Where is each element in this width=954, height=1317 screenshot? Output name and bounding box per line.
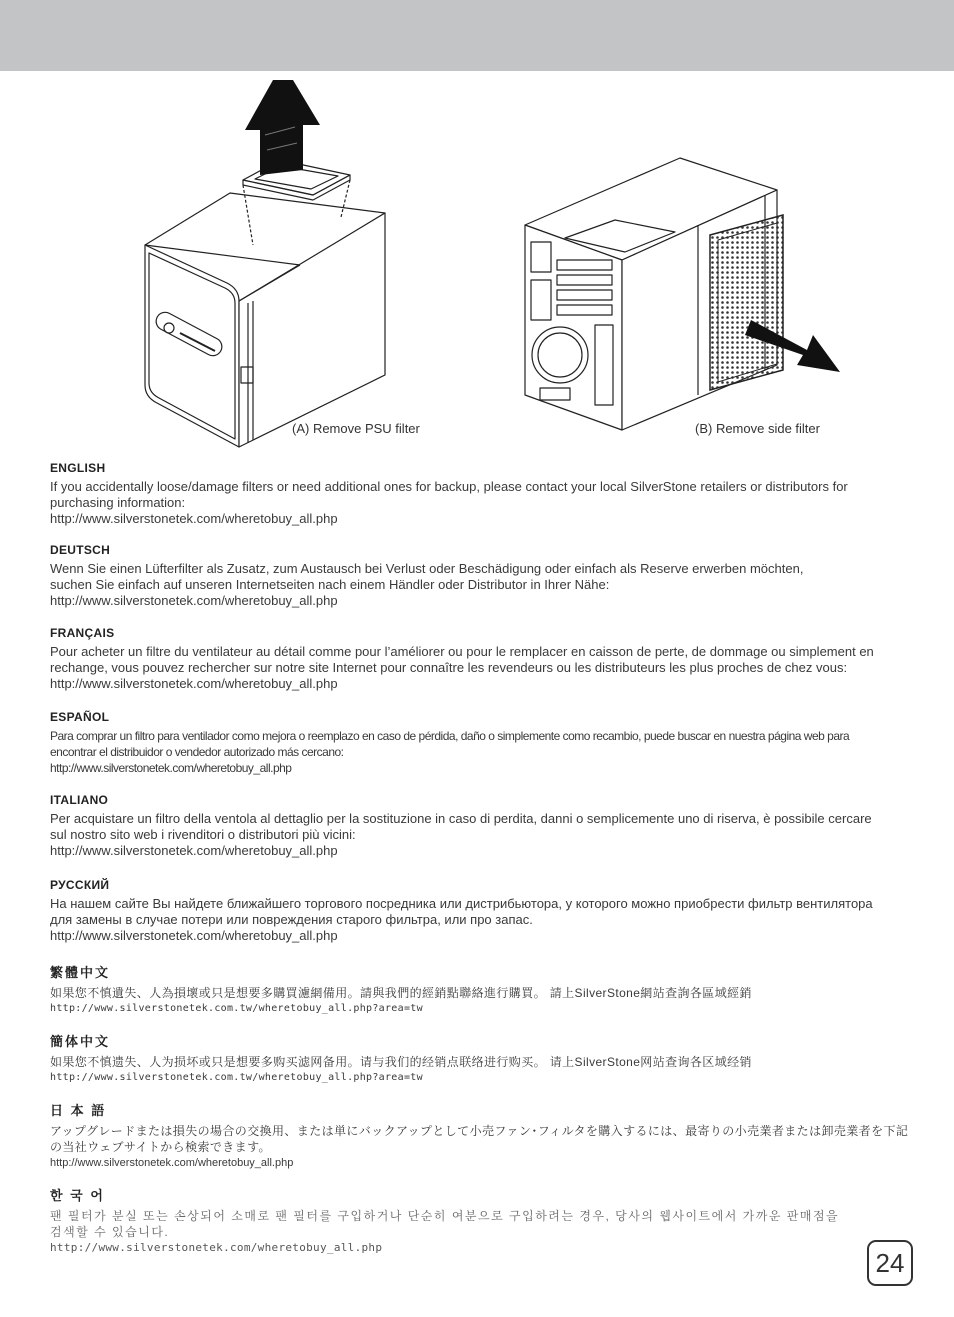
section-japanese [50,1100,930,1171]
section-body: Para comprar un filtro para ventilador como mejora o reemplazo en caso de pérdida, daño o simplemente como recambio, puede buscar en nuestra página web para encontrar el distribuidor o vendedor autorizado más cercano: [50,729,850,759]
section-body: If you accidentally loose/damage filters or need additional ones for backup, please contact your local SilverStone retailers or distributors for purchasing information: [50,479,848,510]
retailer-url: http://www.silverstonetek.com.tw/wheretobuy_all.php?area=tw [50,1072,423,1083]
figure-a-case-psu-filter-illustration [135,75,405,450]
figure-b-caption: (B) Remove side filter [695,421,820,436]
figure-b-case-side-filter-illustration [515,150,845,435]
section-body: 如果您不慎遗失、人为损坏或只是想要多购买滤网备用。请与我们的经销点联络进行购买。 请上SilverStone网站查询各区域经销 [50,1055,752,1069]
header-bar [0,0,954,71]
section-heading: FRANÇAIS [50,626,115,640]
section-korean [50,1185,930,1256]
section-heading: ENGLISH [50,461,106,475]
section-russian [50,878,930,944]
section-body: 如果您不慎遺失、人為損壞或只是想要多購買濾網備用。請與我們的經銷點聯絡進行購買。 請上SilverStone網站查詢各區域經銷 [50,986,752,1000]
section-deutsch [50,543,930,609]
section-heading: ESPAÑOL [50,710,110,724]
section-francais [50,626,930,692]
section-heading: РУССКИЙ [50,878,110,892]
retailer-url: http://www.silverstonetek.com/wheretobuy_all.php [50,1157,294,1169]
section-body: На нашем сайте Вы найдете ближайшего торгового посредника или дистрибьютора, у которого можно приобрести фильтр вентилятора для замены в случае потери или повреждения старого фильтра, или про запас. [50,896,873,927]
section-body: Pour acheter un filtre du ventilateur au détail comme pour l’améliorer ou pour le remplacer en caisson de perte, de dommage ou simplement en rechange, vous pouvez rechercher sur notre site Internet pour connaître les revendeurs ou les distributeurs les plus proches de chez vous: [50,644,874,675]
section-body: Wenn Sie einen Lüfterfilter als Zusatz, zum Austausch bei Verlust oder Beschädigung oder einfach als Reserve erwerben möchten, suchen Sie einfach auf unseren Internetseiten nach einem Händler oder Distributor in Ihrer Nähe: [50,561,804,592]
retailer-url: http://www.silverstonetek.com/wheretobuy_all.php [50,843,338,858]
retailer-url: http://www.silverstonetek.com/wheretobuy_all.php [50,511,338,526]
retailer-url: http://www.silverstonetek.com.tw/wheretobuy_all.php?area=tw [50,1003,423,1014]
section-italiano [50,793,930,859]
section-heading: 繁體中文 [50,965,111,980]
section-heading: 한 국 어 [50,1188,105,1203]
retailer-url: http://www.silverstonetek.com/wheretobuy_all.php [50,761,292,775]
section-heading: ITALIANO [50,793,109,807]
section-body: Per acquistare un filtro della ventola al dettaglio per la sostituzione in caso di perdita, danni o semplicemente uno di riserva, è possibile cercare sul nostro sito web i rivenditori o distributori più vicini: [50,811,872,842]
retailer-url: http://www.silverstonetek.com/wheretobuy_all.php [50,593,338,608]
section-espanol [50,710,930,776]
figure-a-caption: (A) Remove PSU filter [292,421,420,436]
retailer-url: http://www.silverstonetek.com/wheretobuy_all.php [50,1241,383,1254]
section-traditional-chinese [50,962,930,1017]
section-body: 팬 필터가 분실 또는 손상되어 소매로 팬 필터를 구입하거나 단순히 여분으로 구입하려는 경우, 당사의 웹사이트에서 가까운 판매점을 검색할 수 있습니다. [50,1209,840,1239]
retailer-url: http://www.silverstonetek.com/wheretobuy_all.php [50,676,338,691]
section-heading: 簡体中文 [50,1034,111,1049]
section-english [50,461,930,527]
retailer-url: http://www.silverstonetek.com/wheretobuy_all.php [50,928,338,943]
section-heading: 日 本 語 [50,1103,107,1118]
section-heading: DEUTSCH [50,543,111,557]
page-number: 24 [867,1240,913,1286]
section-simplified-chinese [50,1031,930,1086]
section-body: アップグレードまたは損失の場合の交換用、または単にバックアップとして小売ファン･フィルタを購入するには、最寄りの小売業者または卸売業者を下記 の当社ウェブサイトから検索できます。 [50,1124,909,1154]
